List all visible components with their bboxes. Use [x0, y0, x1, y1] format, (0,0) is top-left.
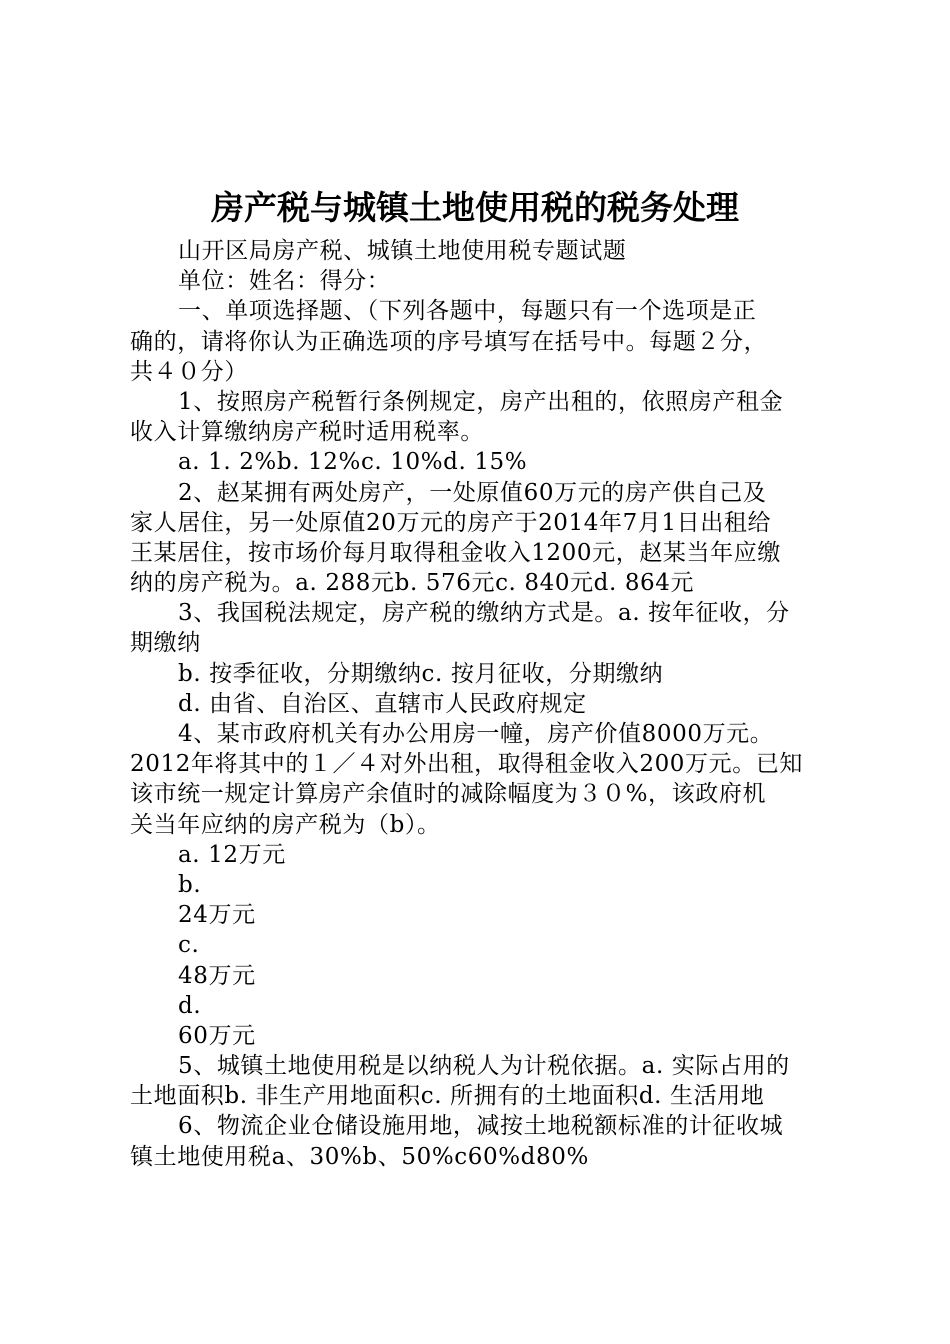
text-line: 3、我国税法规定，房产税的缴纳方式是。a. 按年征收，分 [178, 600, 790, 627]
text-line: 6、物流企业仓储设施用地，减按土地税额标准的计征收城 [178, 1113, 784, 1140]
text-line: 王某居住，按市场价每月取得租金收入1200元，赵某当年应缴 [130, 539, 781, 566]
text-line: 共４０分） [130, 358, 248, 385]
text-line: 4、某市政府机关有办公用房一幢，房产价值8000万元。 [178, 721, 774, 747]
text-line: a. 12万元 [178, 841, 286, 868]
text-line: c. [178, 932, 200, 959]
document-title: 房产税与城镇土地使用税的税务处理 [211, 188, 739, 227]
text-line: 土地面积b. 非生产用地面积c. 所拥有的土地面积d. 生活用地 [130, 1083, 765, 1110]
text-line: 24万元 [178, 902, 256, 929]
text-line: 关当年应纳的房产税为（b）。 [130, 811, 441, 838]
text-line: 该市统一规定计算房产余值时的减除幅度为３０%，该政府机 [130, 781, 767, 808]
text-line: 一、单项选择题、（下列各题中，每题只有一个选项是正 [178, 298, 757, 325]
text-line: 期缴纳 [130, 630, 201, 657]
text-line: d. 由省、自治区、直辖市人民政府规定 [178, 690, 587, 717]
text-line: 纳的房产税为。a. 288元b. 576元c. 840元d. 864元 [130, 570, 695, 597]
text-line: d. [178, 992, 202, 1019]
text-line: 48万元 [178, 962, 256, 989]
text-line: 确的，请将你认为正确选项的序号填写在括号中。每题２分， [130, 328, 768, 355]
text-line: a. 1. 2%b. 12%c. 10%d. 15% [178, 449, 528, 476]
text-line: 5、城镇土地使用税是以纳税人为计税依据。a. 实际占用的 [178, 1053, 790, 1080]
text-line: 2、赵某拥有两处房产，一处原值60万元的房产供自己及 [178, 479, 767, 506]
text-line: 山开区局房产税、城镇土地使用税专题试题 [178, 238, 627, 264]
text-line: b. [178, 871, 202, 898]
text-line: b. 按季征收，分期缴纳c. 按月征收，分期缴纳 [178, 660, 664, 687]
text-line: 60万元 [178, 1022, 256, 1049]
text-line: 单位：姓名：得分： [178, 268, 391, 295]
text-line: 收入计算缴纳房产税时适用税率。 [130, 419, 484, 446]
text-line: 1、按照房产税暂行条例规定，房产出租的，依照房产租金 [178, 388, 784, 415]
text-line: 2012年将其中的１／４对外出租，取得租金收入200万元。已知 [130, 751, 804, 778]
text-line: 家人居住，另一处原值20万元的房产于2014年7月1日出租给 [130, 509, 772, 536]
document-body [130, 236, 840, 1172]
text-line: 镇土地使用税a、30%b、50%c60%d80% [130, 1143, 589, 1170]
